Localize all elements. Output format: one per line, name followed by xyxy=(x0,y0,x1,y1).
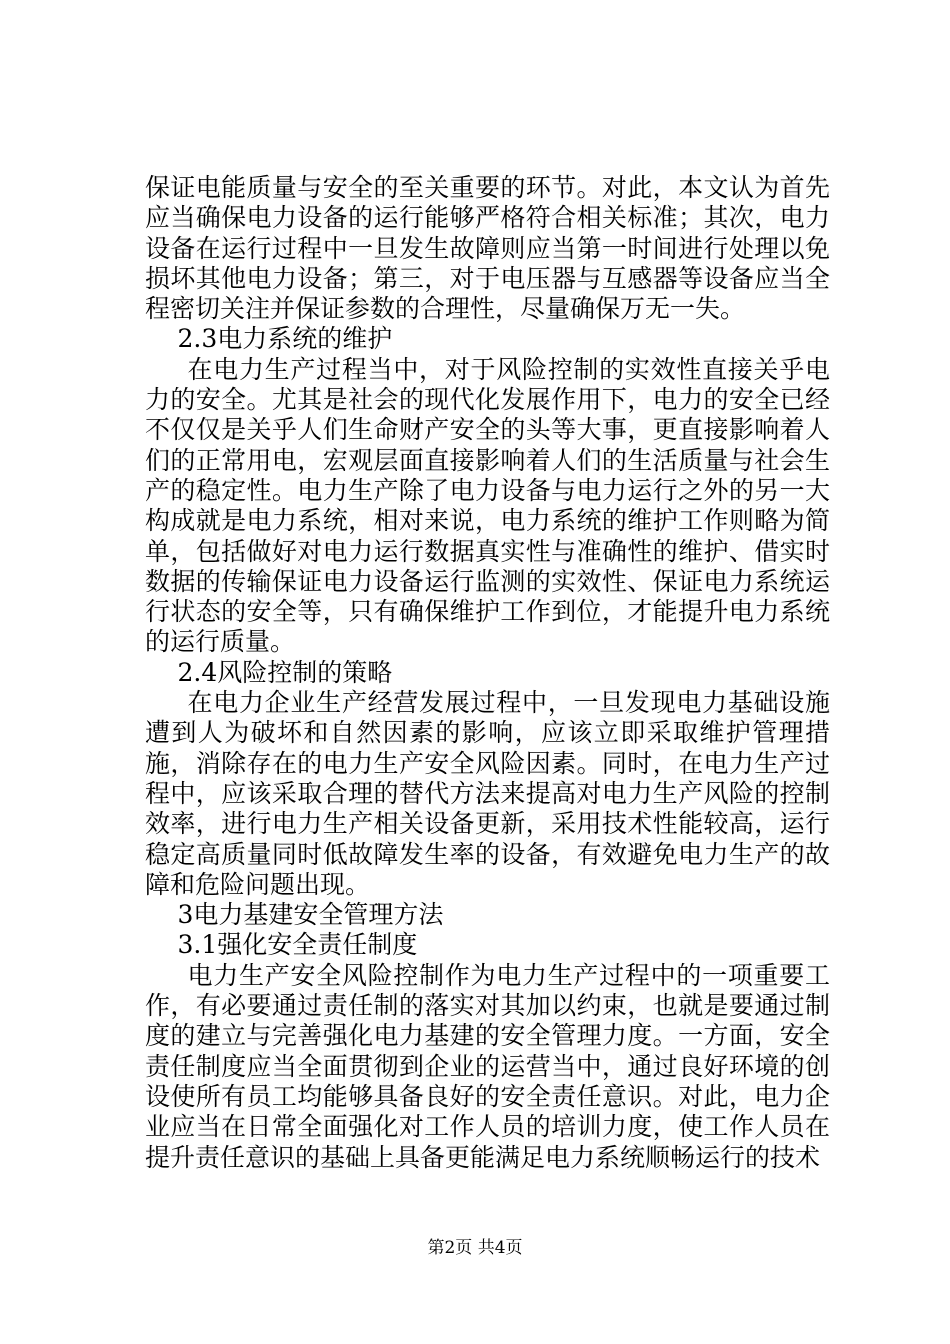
section-heading-2-3: 2.3电力系统的维护 xyxy=(177,324,393,354)
paragraph-1: 保证电能质量与安全的至关重要的环节。对此，本文认为首先应当确保电力设备的运行能够严格符合相关标准；其次，电力设备在运行过程中一旦发生故障则应当第一时间进行处理以免损坏其他电力设备；第三，对于电压器与互感器等设备应当全程密切关注并保证参数的合理性，尽量确保万无一失。 xyxy=(145,173,830,324)
section-heading-3: 3电力基建安全管理方法 xyxy=(177,900,444,930)
section-heading-3-1: 3.1强化安全责任制度 xyxy=(177,930,418,960)
paragraph-2: 在电力生产过程当中，对于风险控制的实效性直接关乎电力的安全。尤其是社会的现代化发展作用下，电力的安全已经不仅仅是关乎人们生命财产安全的头等大事，更直接影响着人们的正常用电，宏观层面直接影响着人们的生活质量与社会生产的稳定性。电力生产除了电力设备与电力运行之外的另一大构成就是电力系统，相对来说，电力系统的维护工作则略为简单，包括做好对电力运行数据真实性与准确性的维护、借实时数据的传输保证电力设备运行监测的实效性、保证电力系统运行状态的安全等，只有确保维护工作到位，才能提升电力系统的运行质量。 xyxy=(145,354,830,657)
paragraph-3: 在电力企业生产经营发展过程中，一旦发现电力基础设施遭到人为破坏和自然因素的影响，应该立即采取维护管理措施，消除存在的电力生产安全风险因素。同时，在电力生产过程中，应该采取合理的替代方法来提高对电力生产风险的控制效率，进行电力生产相关设备更新，采用技术性能较高，运行稳定高质量同时低故障发生率的设备，有效避免电力生产的故障和危险问题出现。 xyxy=(145,688,830,899)
document-body xyxy=(145,173,830,1173)
section-heading-2-4: 2.4风险控制的策略 xyxy=(177,657,393,687)
page-number-footer: 第2页 共4页 xyxy=(427,1238,523,1258)
paragraph-4: 电力生产安全风险控制作为电力生产过程中的一项重要工作，有必要通过责任制的落实对其加以约束，也就是要通过制度的建立与完善强化电力基建的安全管理力度。一方面，安全责任制度应当全面贯彻到企业的运营当中，通过良好环境的创设使所有员工均能够具备良好的安全责任意识。对此，电力企业应当在日常全面强化对工作人员的培训力度，使工作人员在提升责任意识的基础上具备更能满足电力系统顺畅运行的技术 xyxy=(145,960,830,1172)
